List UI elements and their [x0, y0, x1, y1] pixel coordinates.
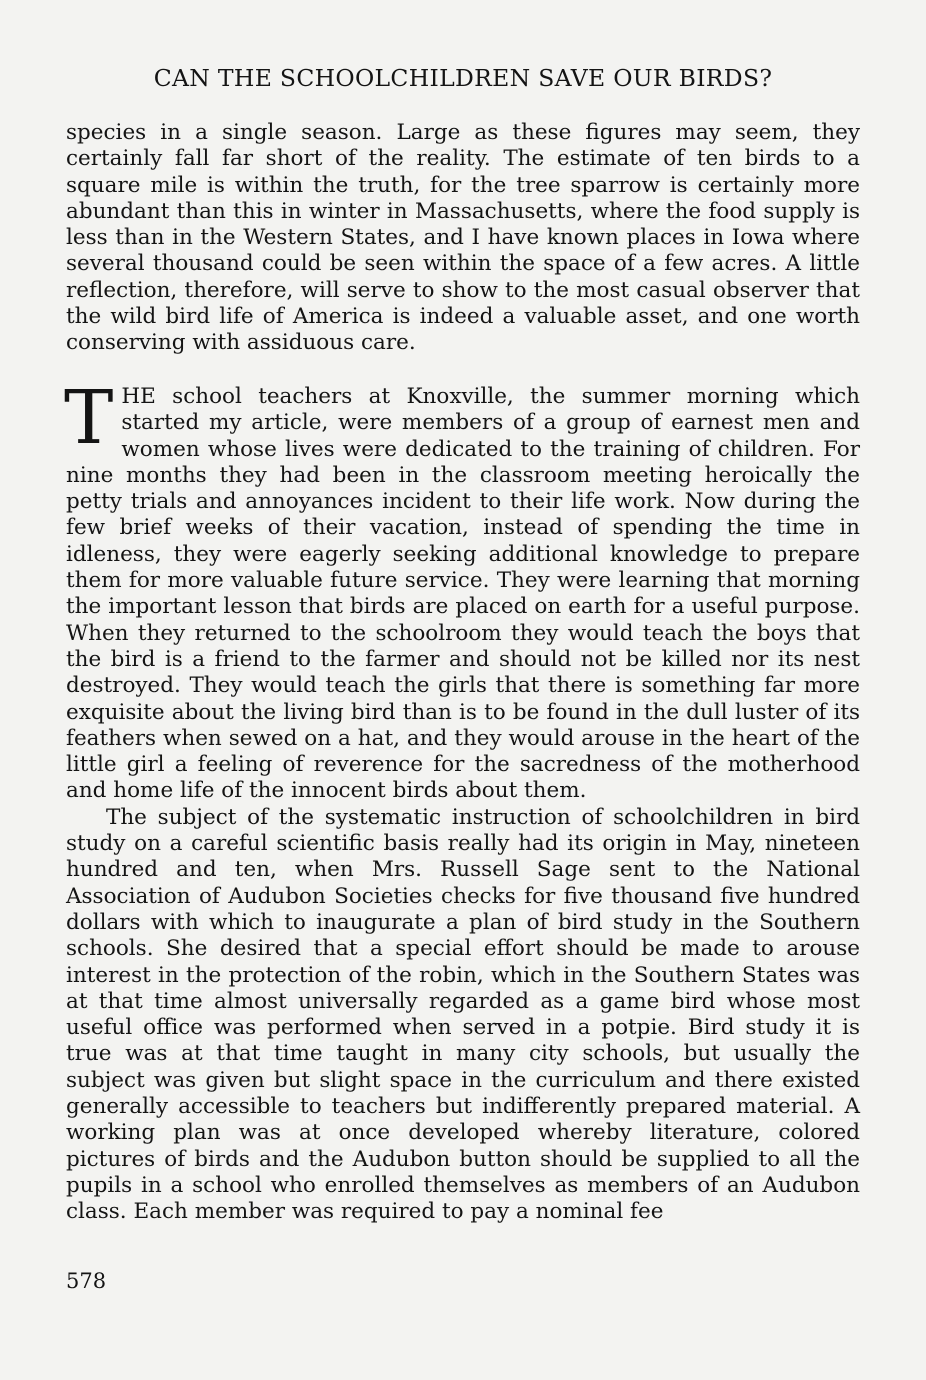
- paragraph-knoxville-text: school teachers at Knoxville, the summer morning which started my article, were members of a group of earnest men and women whose lives were dedicated to the training of children. For nine months they had been in the classroom meeting heroically the petty trials and annoyances incident to their life work. Now during the few brief weeks of their vacation, instead of spending the time in idleness, they were eagerly seeking additional knowledge to prepare them for more valuable future service. They were learning that morning the important lesson that birds are placed on earth for a useful purpose. When they returned to the schoolroom they would teach the boys that the bird is a friend to the farmer and should not be killed nor its nest destroyed. They would teach the girls that there is something far more exquisite about the living bird than is to be found in the dull luster of its feathers when sewed on a hat, and they would arouse in the heart of the little girl a feeling of reverence for the sacredness of the motherhood and home life of the innocent birds about them.: [66, 384, 860, 804]
- paragraph-systematic-instruction: The subject of the systematic instruction of schoolchildren in bird study on a careful scientific basis really had its origin in May, nineteen hundred and ten, when Mrs. Russell Sage sent to the National Association of Audubon Societies checks for five thousand five hundred dollars with which to inaugurate a plan of bird study in the Southern schools. She desired that a special effort should be made to arouse interest in the protection of the robin, which in the Southern States was at that time almost universally regarded as a game bird whose most useful office was performed when served in a potpie. Bird study it is true was at that time taught in many city schools, but usually the subject was given but slight space in the curriculum and there existed generally accessible to teachers but indifferently prepared material. A working plan was at once developed whereby literature, colored pictures of birds and the Audubon button should be supplied to all the pupils in a school who enrolled themselves as members of an Audubon class. Each member was required to pay a nominal fee: [66, 804, 860, 1225]
- section-body: [64, 375, 860, 1226]
- paragraph-knoxville: [64, 375, 860, 805]
- drop-cap: T: [64, 375, 114, 461]
- page-title: CAN THE SCHOOLCHILDREN SAVE OUR BIRDS?: [153, 64, 773, 92]
- paragraph-continuation: species in a single season. Large as these figures may seem, they certainly fall far short of the reality. The estimate of ten birds to a square mile is within the truth, for the tree sparrow is certainly more abundant than this in winter in Massachusetts, where the food supply is less than in the Western States, and I have known places in Iowa where several thousand could be seen within the space of a few acres. A little reflection, therefore, will serve to show to the most casual observer that the wild bird life of America is indeed a valuable asset, and one worth conserving with assiduous care.: [66, 120, 860, 356]
- page-number: 578: [66, 1269, 107, 1293]
- small-caps-lead: HE: [121, 384, 156, 409]
